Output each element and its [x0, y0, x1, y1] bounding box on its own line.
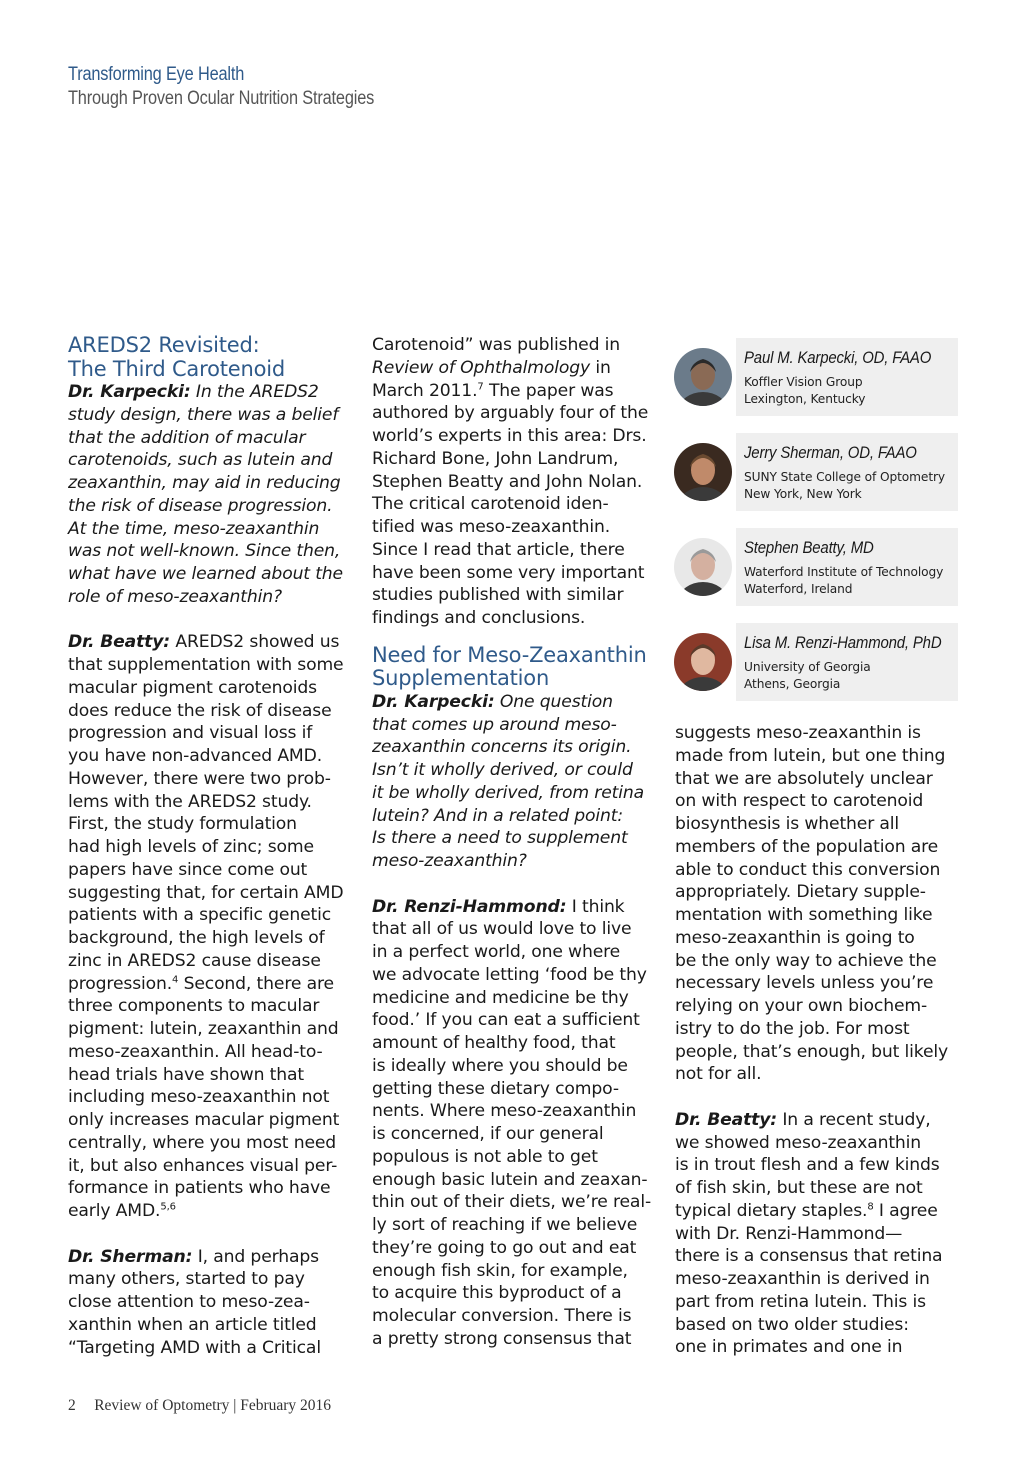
text-line: had high levels of zinc; some: [68, 837, 314, 857]
text-line: close attention to meso-zea-: [68, 1292, 310, 1312]
answer-text: [675, 1223, 965, 1360]
text-line: that the addition of macular: [68, 427, 306, 448]
text-line: enough basic lutein and zeaxan-: [372, 1169, 648, 1190]
text-line: was not well-known. Since then,: [68, 541, 341, 562]
text-line: meso-zeaxanthin is derived in: [675, 1269, 930, 1289]
text-line: only increases macular pigment: [68, 1110, 340, 1130]
speaker-info: [736, 623, 958, 701]
text-line: However, there were two prob-: [68, 768, 331, 789]
running-header: [68, 64, 424, 110]
answer-line: Dr. Beatty: In a recent study,: [675, 1109, 931, 1130]
text-line: on with respect to carotenoid: [675, 791, 924, 812]
text-line: “Targeting AMD with a Critical: [68, 1337, 321, 1358]
text-line: necessary levels unless you’re: [675, 973, 934, 994]
text-line: in a perfect world, one where: [372, 942, 621, 962]
answer-line: progression.$^4$ Second, there are: [68, 973, 334, 994]
text-line: we advocate letting ‘food be thy: [372, 964, 647, 985]
text-line: that all of us would love to live: [372, 919, 632, 940]
header-title: Transforming Eye Health: [68, 64, 245, 85]
text-line: Isn’t it wholly derived, or could: [372, 760, 633, 780]
speaker-name: Dr. Renzi-Hammond:: [372, 896, 567, 917]
publication-info: Review of Optometry | February 2016: [94, 1397, 332, 1414]
text-line: is in trout flesh and a few kinds: [675, 1155, 940, 1176]
speaker-name: Paul M. Karpecki, OD, FAAO: [744, 348, 932, 367]
text-line: populous is not able to get: [372, 1146, 598, 1167]
text-line: world’s experts in this area: Drs.: [372, 426, 647, 446]
speaker-affiliation: SUNY State College of Optometry: [744, 470, 946, 484]
text-line: papers have since come out: [68, 859, 308, 880]
speaker-photo: [674, 348, 732, 406]
text-line: food.’ If you can eat a sufficient: [372, 1010, 640, 1031]
text-line: tified was meso-zeaxanthin.: [372, 517, 611, 537]
text-line: zeaxanthin, may aid in reducing: [68, 473, 341, 493]
speaker-name: Dr. Karpecki:: [68, 382, 191, 402]
text-line: amount of healthy food, that: [372, 1033, 616, 1053]
text-line: background, the high levels of: [68, 928, 325, 948]
text-line: Since I read that article, there: [372, 539, 625, 560]
speaker-affiliation: Koffler Vision Group: [744, 375, 863, 389]
text-line: molecular conversion. There is: [372, 1306, 632, 1326]
citation: 8: [867, 1201, 874, 1213]
speaker-photo: [674, 538, 732, 596]
answer-text: [68, 995, 358, 1200]
text-line: of fish skin, but these are not: [675, 1178, 923, 1198]
text-line: At the time, meso-zeaxanthin: [68, 518, 320, 539]
text-line: we showed meso-zeaxanthin: [675, 1132, 922, 1153]
speaker-location: Lexington, Kentucky: [744, 392, 866, 406]
text-line: progression and visual loss if: [68, 723, 313, 744]
answer-text: [372, 918, 662, 1350]
text-line: formance in patients who have: [68, 1178, 331, 1199]
speaker-info: [736, 528, 958, 606]
text-line: is ideally where you should be: [372, 1055, 628, 1076]
citation: 5,6: [160, 1201, 176, 1213]
text-line: study design, there was a belief: [68, 404, 339, 425]
question-line: Dr. Karpecki: One question: [372, 691, 613, 712]
text-line: Is there a need to supplement: [372, 828, 628, 849]
text-line: meso-zeaxanthin?: [372, 851, 527, 871]
text-line: xanthin when an article titled: [68, 1314, 317, 1335]
text-line: the risk of disease progression.: [68, 495, 333, 516]
speaker-info: [736, 338, 958, 416]
speaker-name: Dr. Sherman:: [68, 1246, 193, 1267]
article-column-3: [675, 722, 965, 1359]
text-line: First, the study formulation: [68, 814, 297, 835]
text-line: centrally, where you most need: [68, 1132, 337, 1153]
text-line: you have non-advanced AMD.: [68, 746, 323, 766]
answer-line: Dr. Renzi-Hammond: I think: [372, 896, 625, 917]
speaker-photo: [674, 633, 732, 691]
section-heading: Supplementation: [372, 666, 550, 691]
text-line: members of the population are: [675, 836, 939, 857]
page-number: 2: [68, 1397, 76, 1414]
text-line: not for all.: [675, 1064, 762, 1085]
speaker-name: Dr. Karpecki:: [372, 691, 495, 712]
text-line: medicine and medicine be thy: [372, 987, 629, 1008]
speaker-name: Jerry Sherman, OD, FAAO: [744, 443, 917, 462]
speaker-location: Athens, Georgia: [744, 677, 841, 691]
speaker-photo: [674, 443, 732, 501]
speaker-name: Lisa M. Renzi-Hammond, PhD: [744, 633, 942, 652]
header-subtitle: Through Proven Ocular Nutrition Strategies: [68, 88, 375, 109]
speaker-sidebar: [672, 338, 958, 718]
answer-text: [675, 722, 965, 1086]
text-line: The critical carotenoid iden-: [372, 494, 609, 515]
text-line: role of meso-zeaxanthin?: [68, 586, 282, 607]
text-line: have been some very important: [372, 562, 645, 583]
article-column-2: [372, 334, 662, 1351]
text-line: authored by arguably four of the: [372, 403, 649, 424]
text-line: what have we learned about the: [68, 564, 343, 584]
text-line: that supplementation with some: [68, 655, 344, 675]
text-line: that comes up around meso-: [372, 714, 617, 735]
speaker-name: Dr. Beatty:: [675, 1109, 778, 1130]
answer-line: early AMD.$^{5,6}$: [68, 1201, 176, 1221]
text-line: relying on your own biochem-: [675, 996, 928, 1016]
text-line: thin out of their diets, we’re real-: [372, 1192, 651, 1213]
speaker-card: [672, 433, 958, 528]
journal-title: Review of Ophthalmology: [372, 357, 591, 378]
text-line: made from lutein, but one thing: [675, 745, 946, 766]
text-line: meso-zeaxanthin. All head-to-: [68, 1041, 323, 1062]
text-line: able to conduct this conversion: [675, 859, 941, 880]
text-line: lems with the AREDS2 study.: [68, 791, 312, 812]
section-heading: AREDS2 Revisited:: [68, 333, 260, 357]
text-line: studies published with similar: [372, 585, 624, 606]
text-line: Carotenoid” was published in: [372, 335, 621, 355]
answer-text: [372, 334, 662, 357]
speaker-card: [672, 338, 958, 433]
text-line: enough fish skin, for example,: [372, 1260, 628, 1281]
text-line: suggests meso-zeaxanthin is: [675, 723, 921, 743]
question-line: Dr. Karpecki: In the AREDS2: [68, 382, 319, 402]
answer-line: Review of Ophthalmology in: [372, 357, 611, 378]
text-line: many others, started to pay: [68, 1269, 305, 1290]
answer-text: [68, 654, 358, 973]
question-text: [372, 714, 662, 873]
speaker-affiliation: Waterford Institute of Technology: [744, 565, 944, 579]
text-line: based on two older studies:: [675, 1314, 909, 1335]
text-line: Richard Bone, John Landrum,: [372, 448, 619, 469]
text-line: does reduce the risk of disease: [68, 700, 332, 721]
text-line: including meso-zeaxanthin not: [68, 1087, 330, 1108]
citation: 4: [172, 973, 179, 985]
text-line: they’re going to go out and eat: [372, 1237, 637, 1258]
speaker-card: [672, 528, 958, 623]
text-line: it, but also enhances visual per-: [68, 1155, 338, 1176]
text-line: istry to do the job. For most: [675, 1018, 910, 1039]
question-text: [68, 404, 358, 609]
answer-text: [68, 1268, 358, 1359]
text-line: nents. Where meso-zeaxanthin: [372, 1101, 637, 1122]
text-line: appropriately. Dietary supple-: [675, 882, 926, 903]
text-line: there is a consensus that retina: [675, 1246, 943, 1267]
answer-line: March 2011.$^7$ The paper was: [372, 380, 614, 401]
text-line: with Dr. Renzi-Hammond—: [675, 1223, 903, 1244]
text-line: it be wholly derived, from retina: [372, 782, 644, 803]
text-line: patients with a specific genetic: [68, 905, 332, 926]
text-line: lutein? And in a related point:: [372, 805, 623, 826]
answer-text: [372, 402, 662, 630]
text-line: pigment: lutein, zeaxanthin and: [68, 1019, 339, 1039]
answer-text: [675, 1132, 965, 1200]
text-line: a pretty strong consensus that: [372, 1328, 632, 1349]
section-heading: Need for Meso-Zeaxanthin: [372, 642, 647, 667]
text-line: ly sort of reaching if we believe: [372, 1215, 638, 1235]
speaker-location: Waterford, Ireland: [744, 582, 853, 596]
text-line: carotenoids, such as lutein and: [68, 450, 333, 471]
text-line: suggesting that, for certain AMD: [68, 882, 344, 903]
answer-line: Dr. Sherman: I, and perhaps: [68, 1246, 319, 1267]
text-line: Stephen Beatty and John Nolan.: [372, 471, 643, 492]
text-line: that we are absolutely unclear: [675, 768, 933, 789]
article-column-1: [68, 334, 358, 1359]
speaker-name: Dr. Beatty:: [68, 632, 171, 653]
section-heading: The Third Carotenoid: [68, 356, 286, 381]
speaker-affiliation: University of Georgia: [744, 660, 871, 674]
text-line: three components to macular: [68, 996, 320, 1017]
text-line: getting these dietary compo-: [372, 1078, 619, 1099]
text-line: mentation with something like: [675, 905, 933, 925]
speaker-name: Stephen Beatty, MD: [744, 538, 874, 557]
text-line: findings and conclusions.: [372, 608, 586, 628]
text-line: zinc in AREDS2 cause disease: [68, 950, 321, 971]
text-line: zeaxanthin concerns its origin.: [372, 737, 632, 758]
text-line: meso-zeaxanthin is going to: [675, 927, 915, 948]
text-line: one in primates and one in: [675, 1337, 903, 1358]
speaker-info: [736, 433, 958, 511]
text-line: is concerned, if our general: [372, 1124, 604, 1144]
text-line: to acquire this byproduct of a: [372, 1283, 622, 1304]
answer-line: Dr. Beatty: AREDS2 showed us: [68, 632, 340, 653]
speaker-location: New York, New York: [744, 487, 862, 501]
speaker-card: [672, 623, 958, 718]
text-line: head trials have shown that: [68, 1064, 304, 1085]
citation: 7: [477, 380, 484, 392]
page-footer: [68, 1397, 468, 1427]
text-line: part from retina lutein. This is: [675, 1291, 926, 1312]
text-line: people, that’s enough, but likely: [675, 1041, 949, 1062]
text-line: be the only way to achieve the: [675, 950, 937, 971]
answer-line: typical dietary staples.$^8$ I agree: [675, 1200, 938, 1221]
text-line: biosynthesis is whether all: [675, 814, 900, 834]
text-line: macular pigment carotenoids: [68, 677, 317, 698]
